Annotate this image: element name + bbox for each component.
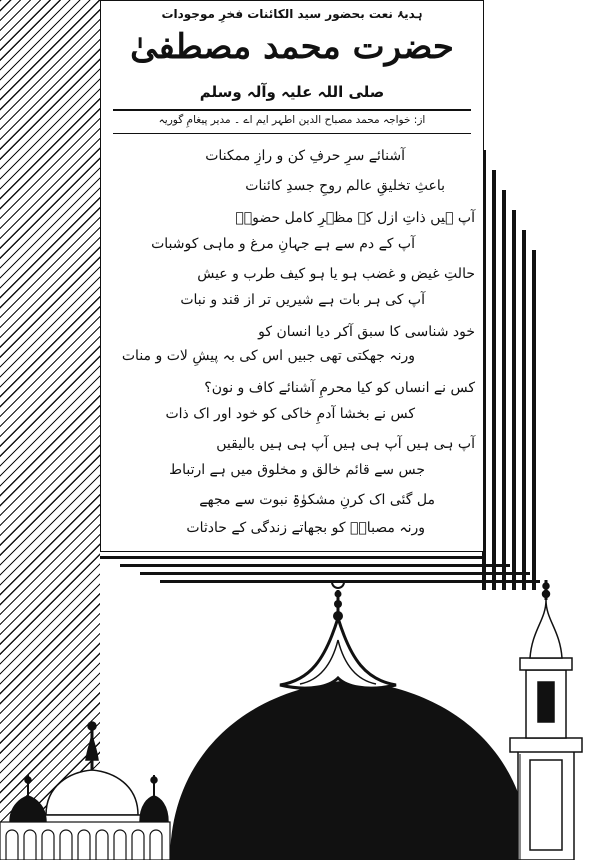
poem-line: آپ کے دم سے ہے جہانِ مرغ و ماہی کوشبات <box>151 236 415 252</box>
green-dome <box>170 680 530 860</box>
poem-line: مل گئی اک کرنِ مشکوٰۃِ نبوت سے مجھے <box>199 492 435 508</box>
small-dome-left <box>10 722 168 823</box>
poem-line: ورنہ جھکتی تھی جبیں اس کی بہ پیشِ لات و منات <box>121 348 415 364</box>
poem-line: حالتِ غیض و غضب ہو یا ہو کیف طرب و عیش <box>197 266 475 282</box>
page-title: حضرت محمد مصطفیٰ <box>130 27 454 67</box>
poem-line: خود شناسی کا سبق آکر دیا انسان کو <box>258 324 475 340</box>
poem-line: آشنائے سرِ حرفِ کن و رازِ ممکنات <box>205 148 405 164</box>
minaret <box>510 580 582 860</box>
arcade <box>0 822 170 860</box>
decorative-bars-right <box>478 150 540 590</box>
poem-line: ورنہ مصباحؔ کو بجھاتے زندگی کے حادثات <box>186 520 425 536</box>
author-byline: از: خواجہ محمد مصباح الدین اطہر ایم اے ۔ مدیر پیغامِ گوریہ <box>158 114 426 126</box>
divider <box>113 133 471 134</box>
poem-line: آپ کی ہر بات ہے شیریں تر از قند و نبات <box>180 292 425 308</box>
poem-line: آپ ہیں ذاتِ ازل کے مظہرِ کامل حضورؐ <box>235 210 475 226</box>
dedication-subtitle: ہدیۂ نعت بحضور سید الکائنات فخرِ موجودات <box>161 7 423 21</box>
poem-line: جس سے قائم خالق و مخلوق میں ہے ارتباط <box>169 462 425 478</box>
dome-canopy <box>280 618 396 688</box>
salutation: صلی اللہ علیہ وآلہ وسلم <box>199 83 385 101</box>
divider <box>113 109 471 111</box>
mosque-dome-illustration <box>0 560 590 860</box>
poem-line: کس نے بخشا آدمِ خاکی کو خود اور اک ذات <box>165 406 415 422</box>
poem-line: کس نے انساں کو کیا محرمِ آشنائے کاف و نون؟ <box>204 380 475 396</box>
poem-line: باعثِ تخلیقِ عالم روحِ جسدِ کائنات <box>245 178 445 194</box>
poem-line: آپ ہی ہیں آپ ہی ہیں آپ ہی ہیں بالیقیں <box>216 436 475 452</box>
poem-card <box>100 0 484 552</box>
